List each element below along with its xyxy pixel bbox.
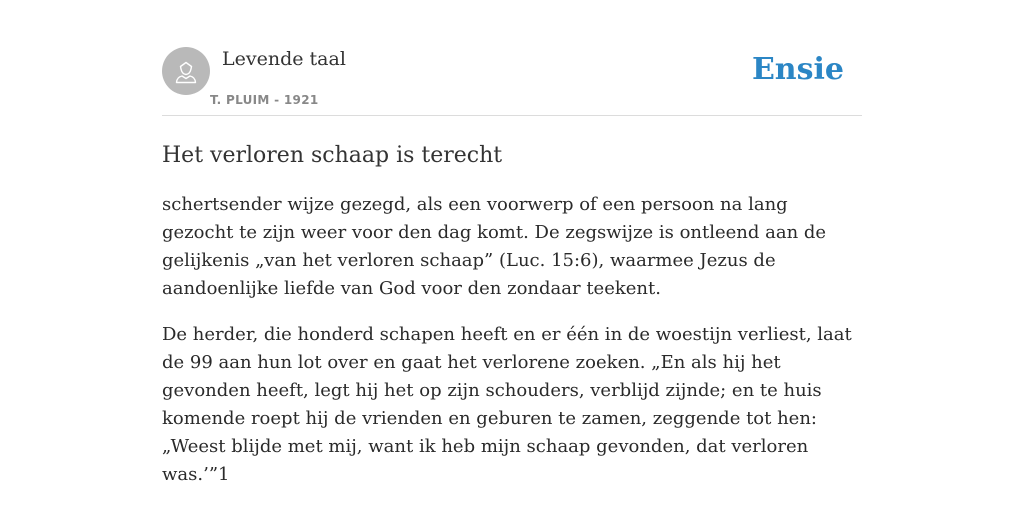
entry-body [162, 191, 862, 489]
author-avatar[interactable] [162, 47, 210, 95]
entry-title: Het verloren schaap is terecht [162, 143, 503, 168]
brand-logo[interactable]: Ensie [751, 52, 844, 87]
body-paragraph: De herder, die honderd schapen heeft en er één in de woestijn verliest, laat de 99 aan hun lot over en gaat het verlorene zoeken. „En als hij het gevonden heeft, legt hij het op zijn schouders, verblijd zijnde; en te huis komende roept hij de vrienden en geburen te zamen, zeggende tot hen: „Weest blijde met mij, want ik heb mijn schaap gevonden, dat verloren was.’”1 [162, 324, 852, 485]
author-byline: T. PLUIM - 1921 [210, 93, 319, 107]
entry-card [162, 46, 862, 507]
entry-header [162, 46, 862, 116]
user-silhouette-icon [171, 56, 201, 86]
collection-title[interactable]: Levende taal [222, 48, 346, 70]
body-paragraph: schertsender wijze gezegd, als een voorwerp of een persoon na lang gezocht te zijn weer voor den dag komt. De zegswijze is ontleend aan de gelijkenis „van het verloren schaap” (Luc. 15:6), waarmee Jezus de aandoenlijke liefde van God voor den zondaar teekent. [162, 194, 827, 299]
